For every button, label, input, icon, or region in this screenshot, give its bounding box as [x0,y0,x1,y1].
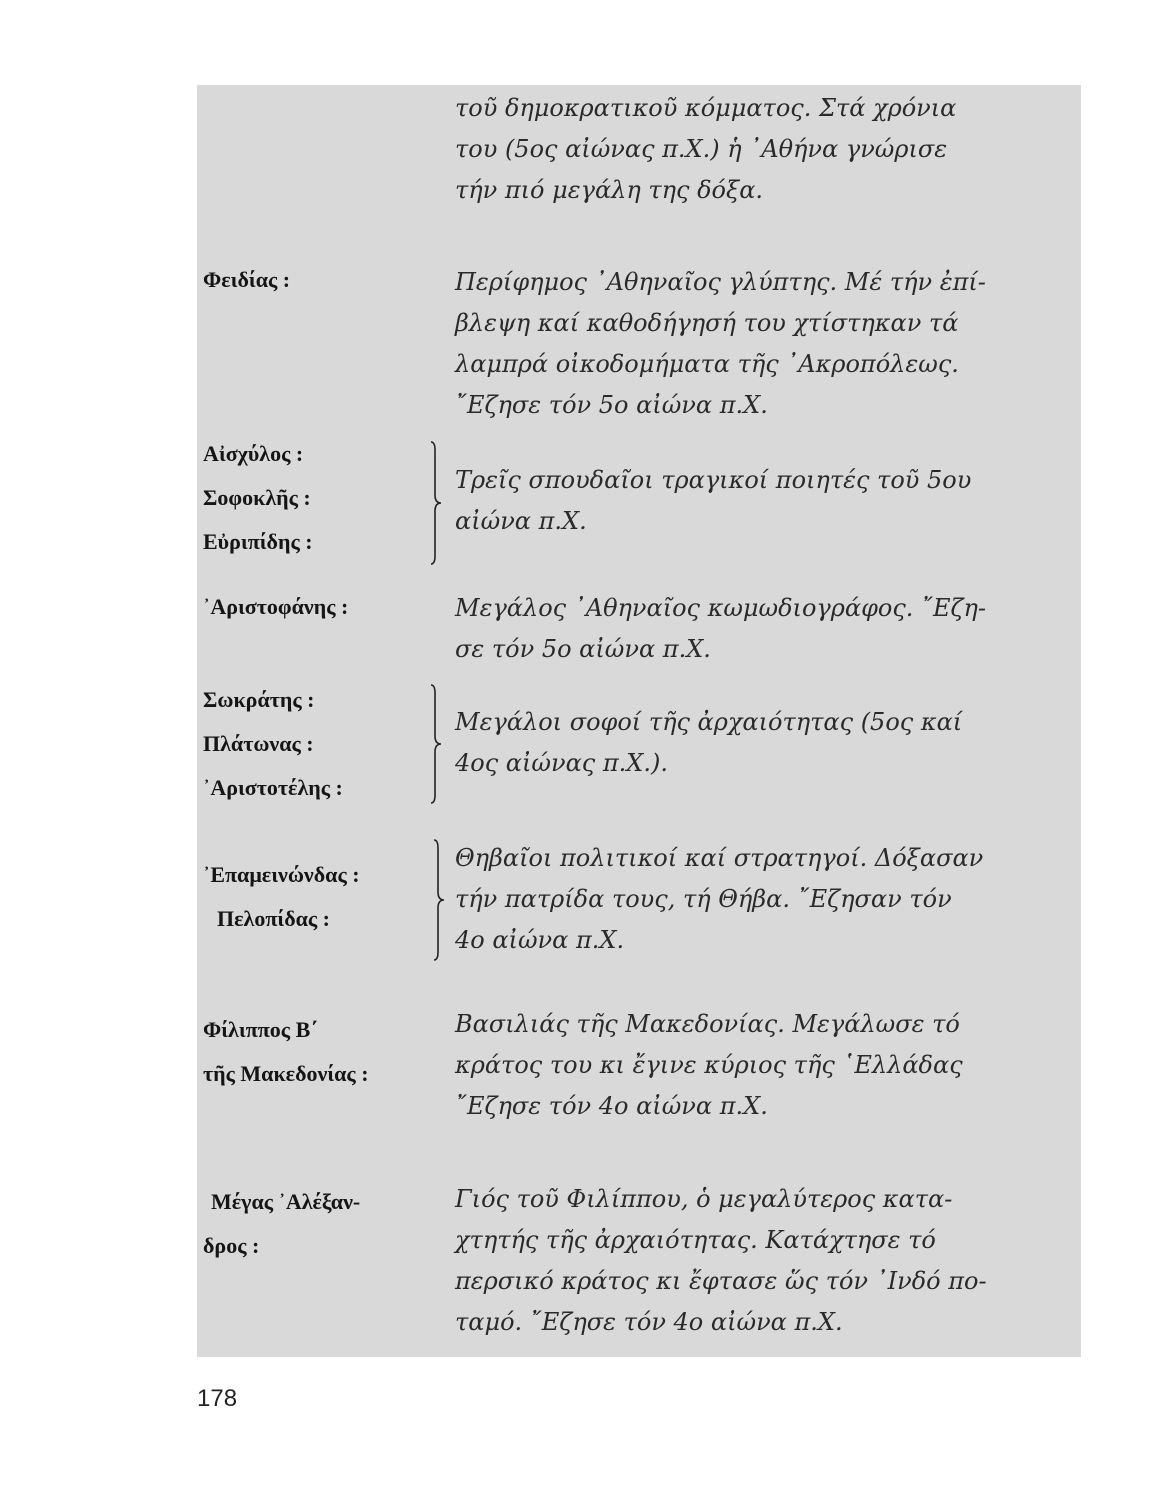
desc-line: χτητής τῆς ἀρχαιότητας. Κατάχτησε τό [455,1226,936,1254]
intro-line: τοῦ δημοκρατικοῦ κόμματος. Στά χρόνια [455,94,957,122]
desc-line: ῎Εζησε τόν 5ο αἰώνα π.Χ. [455,391,768,419]
desc-line: Μεγάλος ᾿Αθηναῖος κωμωδιογράφος. ῎Εζη- [455,594,987,622]
desc-line: κράτος του κι ἔγινε κύριος τῆς ῾Ελλάδας [455,1051,963,1079]
page-number: 178 [197,1385,238,1412]
desc-line: Γιός τοῦ Φιλίππου, ὁ μεγαλύτερος κατα- [455,1185,953,1213]
term-thebans: ᾿Επαμεινώνδας : Πελοπίδας : [203,862,360,931]
desc-line: ταμό. ῎Εζησε τόν 4ο αἰώνα π.Χ. [455,1308,843,1336]
desc-line: ῎Εζησε τόν 4ο αἰώνα π.Χ. [455,1092,768,1120]
desc-line: λαμπρά οἰκοδομήματα τῆς ᾿Ακροπόλεως. [455,350,959,378]
term-philip: Φίλιππος Β΄ τῆς Μακεδονίας : [203,1017,369,1086]
intro-line: του (5ος αἰώνας π.Χ.) ἡ ᾿Αθήνα γνώρισε [455,135,948,163]
brace-icon [425,440,445,566]
desc-line: σε τόν 5ο αἰώνα π.Χ. [455,635,711,663]
intro-paragraph [455,88,1070,211]
intro-line: τήν πιό μεγάλη της δόξα. [455,176,764,204]
desc-line: Τρεῖς σπουδαῖοι τραγικοί ποιητές τοῦ 5ου [455,466,972,494]
desc-tragedians [455,460,1070,542]
term-alexander: Μέγας ᾿Αλέξαν- δρος : [203,1189,361,1258]
desc-line: 4ο αἰώνα π.Χ. [455,926,625,954]
desc-philip [455,1004,1070,1127]
desc-line: Βασιλιάς τῆς Μακεδονίας. Μεγάλωσε τό [455,1010,960,1038]
brace-icon [425,683,445,805]
desc-line: περσικό κράτος κι ἔφτασε ὥς τόν ᾿Ινδό πο- [455,1267,987,1295]
term-philosophers: Σωκράτης : Πλάτωνας : ᾿Αριστοτέλης : [203,687,343,800]
desc-aristophanes [455,588,1070,670]
desc-line: τήν πατρίδα τους, τή Θήβα. ῎Εζησαν τόν [455,885,952,913]
desc-line: Περίφημος ᾿Αθηναῖος γλύπτης. Μέ τήν ἐπί- [455,268,986,296]
desc-line: Θηβαῖοι πολιτικοί καί στρατηγοί. Δόξασαν [455,844,984,872]
desc-line: βλεψη καί καθοδήγησή του χτίστηκαν τά [455,309,959,337]
desc-alexander [455,1179,1070,1343]
term-pheidias: Φειδίας : [203,267,291,292]
desc-philosophers [455,702,1070,784]
desc-pheidias [455,262,1070,426]
desc-thebans [455,838,1070,961]
desc-line: Μεγάλοι σοφοί τῆς ἀρχαιότητας (5ος καί [455,708,963,736]
term-aristophanes: ᾿Αριστοφάνης : [203,594,349,619]
term-tragedians: Αἰσχύλος : Σοφοκλῆς : Εὐριπίδης : [203,441,313,554]
desc-line: 4ος αἰώνας π.Χ.). [455,749,668,777]
brace-icon [428,838,448,962]
desc-line: αἰώνα π.Χ. [455,507,587,535]
